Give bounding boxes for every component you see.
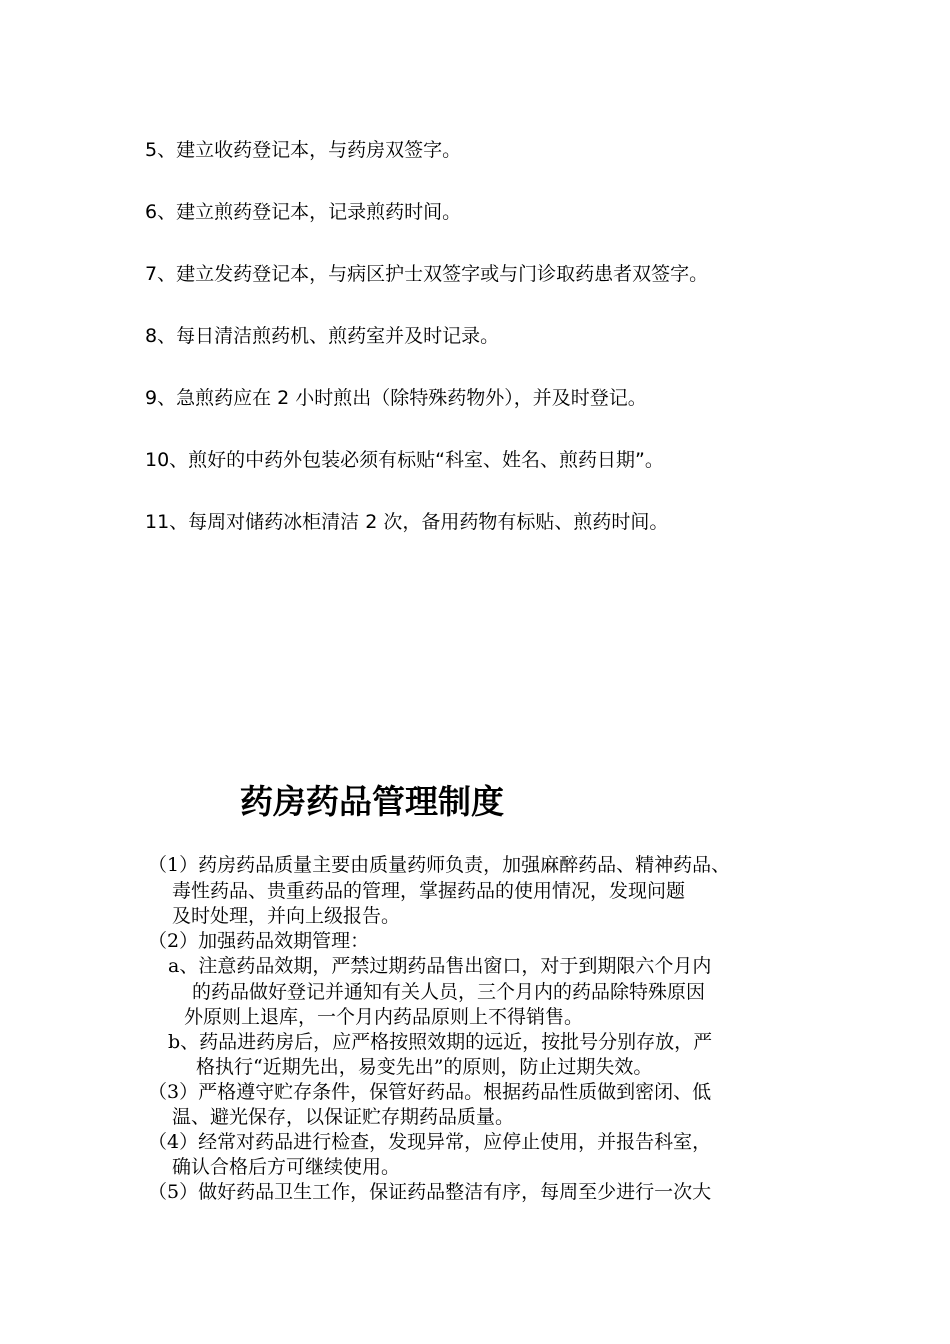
rule-2a-line-1: a、注意药品效期，严禁过期药品售出窗口，对于到期限六个月内: [168, 955, 712, 977]
list-item-5: 5、建立收药登记本，与药房双签字。: [145, 139, 462, 161]
list-item-6: 6、建立煎药登记本，记录煎药时间。: [145, 201, 462, 223]
rule-1-line-3: 及时处理，并向上级报告。: [172, 905, 401, 927]
rule-3-line-1: （3）严格遵守贮存条件，保管好药品。根据药品性质做到密闭、低: [148, 1081, 712, 1103]
rule-2b-line-1: b、药品进药房后，应严格按照效期的远近，按批号分别存放，严: [168, 1031, 713, 1053]
rule-4-line-2: 确认合格后方可继续使用。: [172, 1156, 401, 1178]
rule-2b-line-2: 格执行“近期先出，易变先出”的原则，防止过期失效。: [196, 1056, 653, 1078]
rule-1-line-2: 毒性药品、贵重药品的管理，掌握药品的使用情况，发现问题: [172, 880, 686, 902]
list-item-9: 9、急煎药应在 2 小时煎出（除特殊药物外），并及时登记。: [145, 387, 647, 409]
rule-3-line-2: 温、避光保存，以保证贮存期药品质量。: [172, 1106, 515, 1128]
list-item-8: 8、每日清洁煎药机、煎药室并及时记录。: [145, 325, 500, 347]
rule-2-heading: （2）加强药品效期管理：: [148, 930, 370, 952]
rule-1-line-1: （1）药房药品质量主要由质量药师负责，加强麻醉药品、精神药品、: [148, 854, 731, 876]
rule-5-line-1: （5）做好药品卫生工作，保证药品整洁有序，每周至少进行一次大: [148, 1181, 712, 1203]
rule-2a-line-3: 外原则上退库，一个月内药品原则上不得销售。: [184, 1006, 584, 1028]
list-item-7: 7、建立发药登记本，与病区护士双签字或与门诊取药患者双签字。: [145, 263, 709, 285]
list-item-11: 11、每周对储药冰柜清洁 2 次，备用药物有标贴、煎药时间。: [145, 511, 669, 533]
list-item-10: 10、煎好的中药外包装必须有标贴“科室、姓名、煎药日期”。: [145, 449, 664, 471]
section-title: 药房药品管理制度: [240, 782, 504, 821]
rule-4-line-1: （4）经常对药品进行检查，发现异常，应停止使用，并报告科室，: [148, 1131, 712, 1153]
rule-2a-line-2: 的药品做好登记并通知有关人员，三个月内的药品除特殊原因: [192, 981, 706, 1003]
